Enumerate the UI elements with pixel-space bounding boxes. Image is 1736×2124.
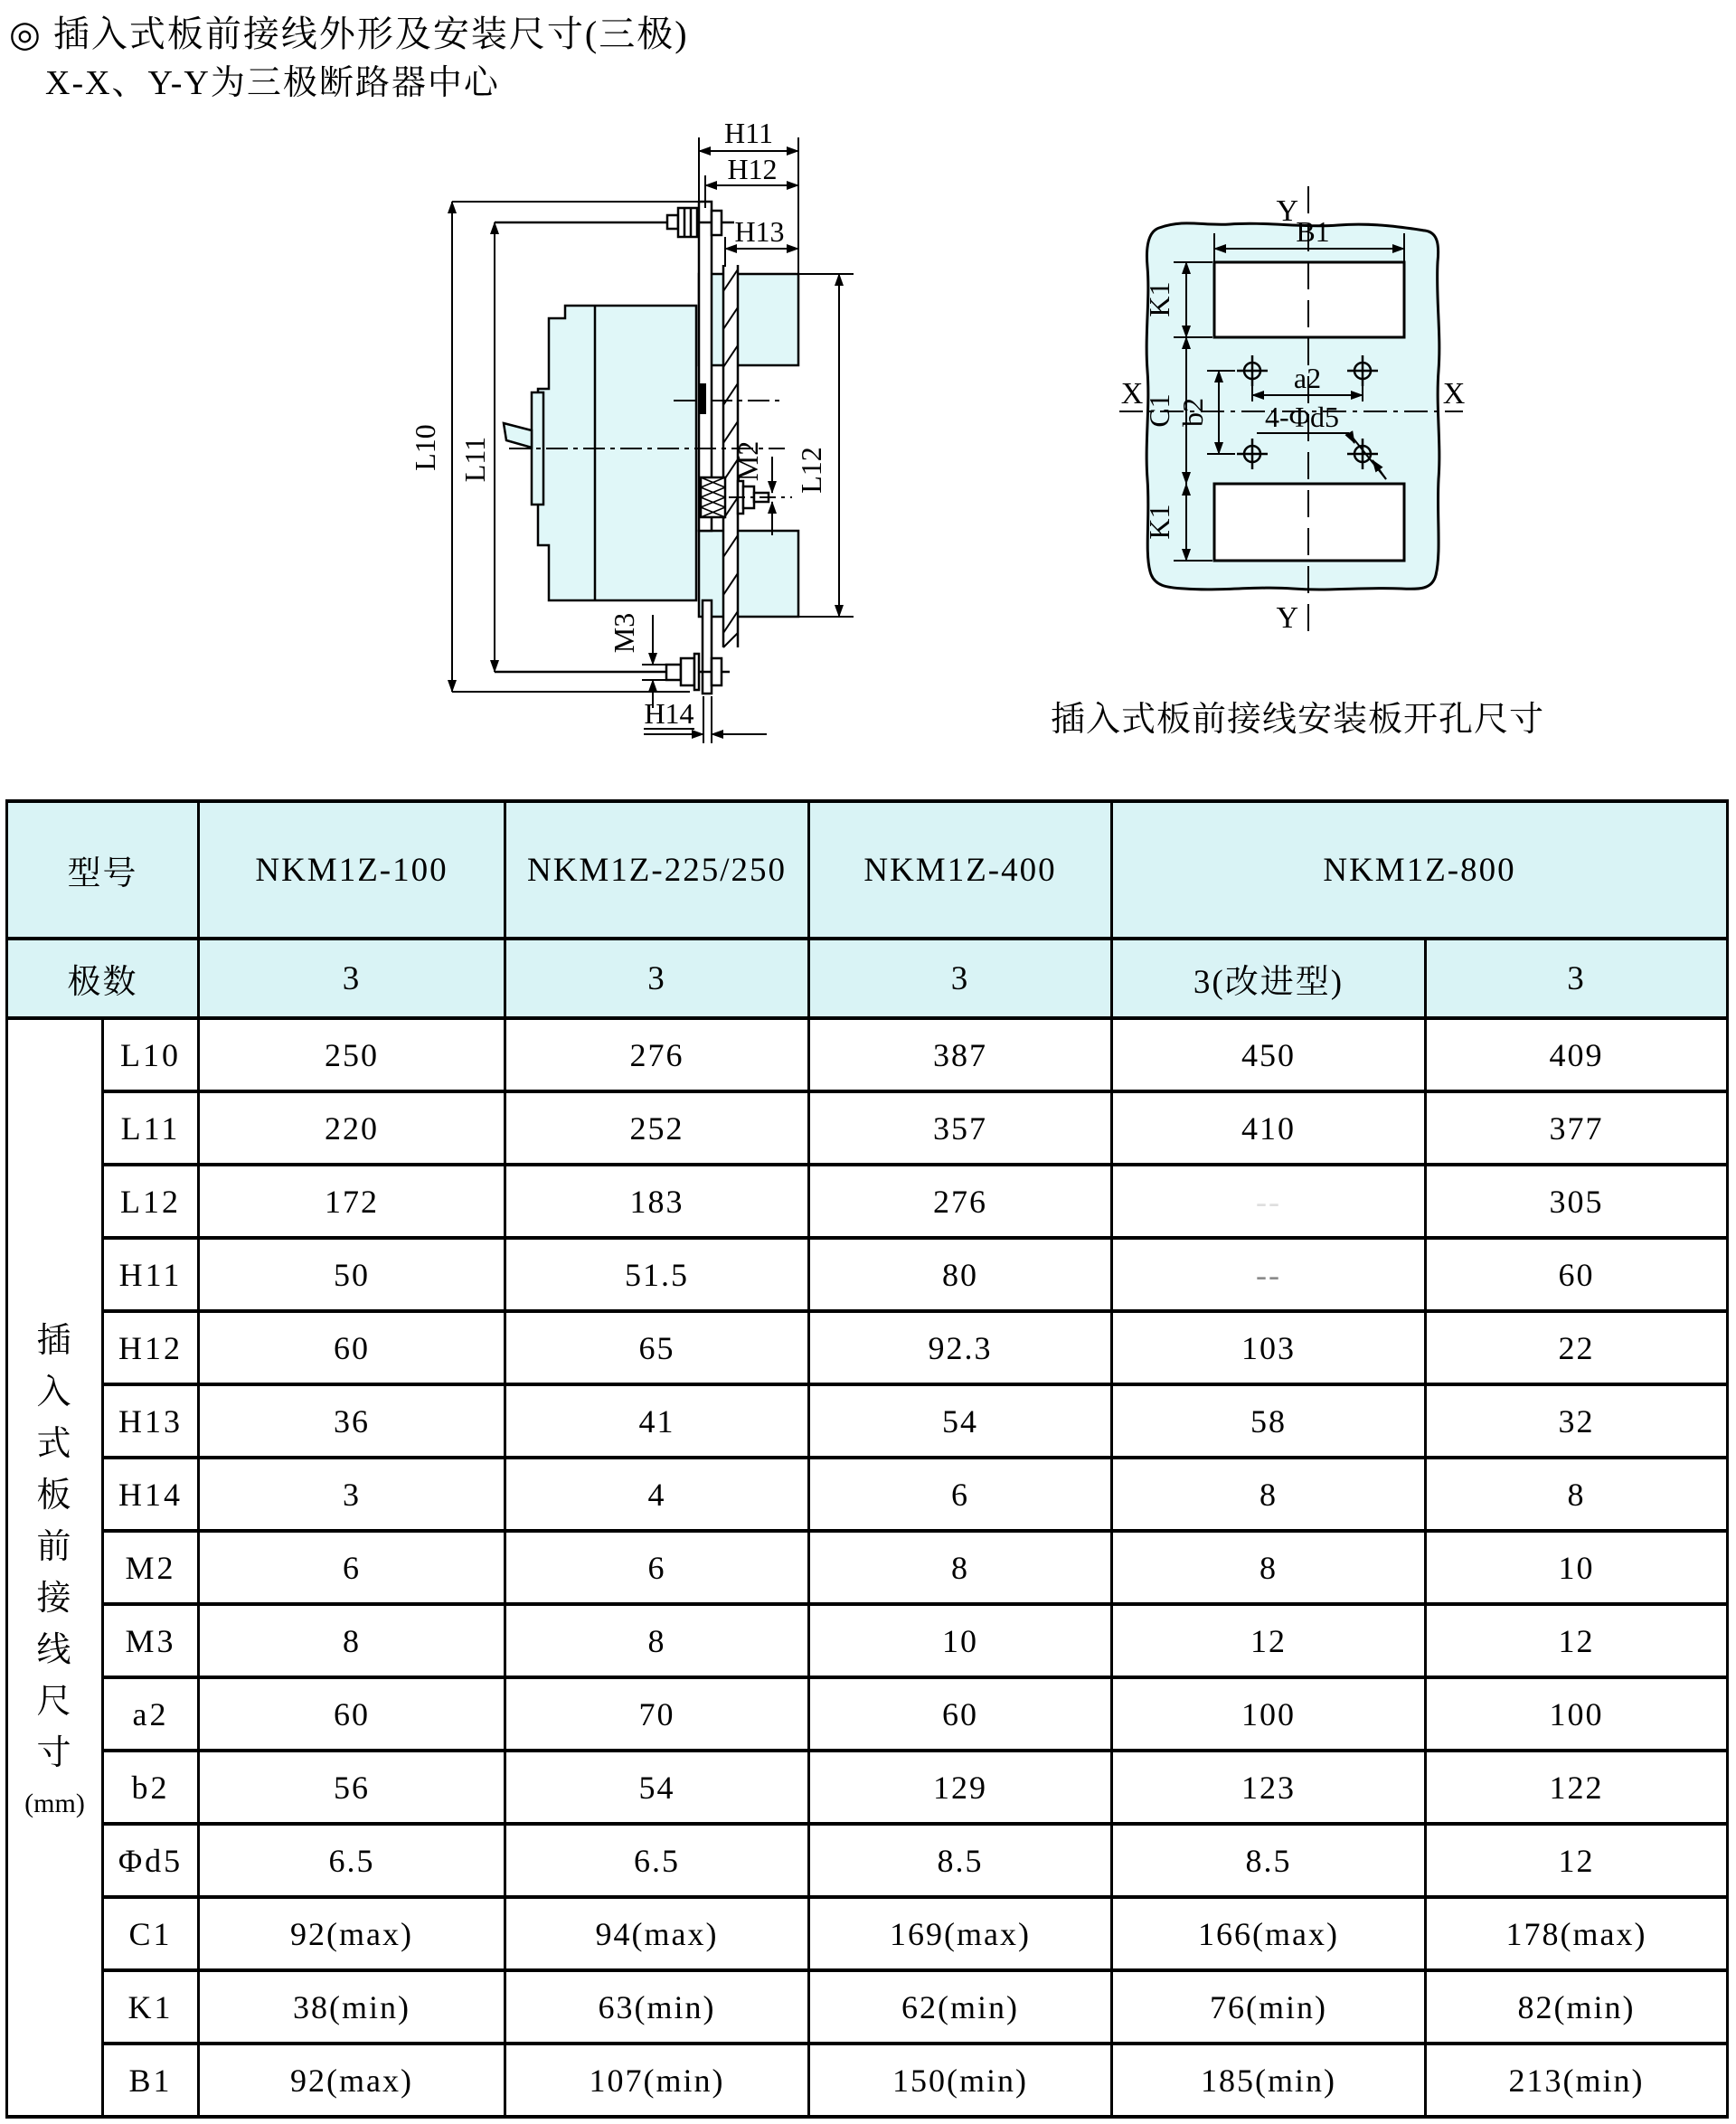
m3-dimension: [642, 615, 669, 708]
row-label: B1: [103, 2044, 199, 2117]
row-label: a2: [103, 1677, 199, 1751]
axis-label-x-right: X: [1442, 377, 1466, 411]
dimension-table: [5, 799, 1729, 2119]
table-cell: 12: [1112, 1604, 1426, 1677]
table-row: [7, 1091, 1728, 1165]
row-label: C1: [103, 1897, 199, 1970]
table-cell: 178(max): [1426, 1897, 1728, 1970]
table-cell: 76(min): [1112, 1970, 1426, 2044]
table-cell: 8: [1112, 1531, 1426, 1604]
table-cell: 213(min): [1426, 2044, 1728, 2117]
table-cell: 54: [505, 1751, 809, 1824]
poles-cell: 3: [1426, 939, 1728, 1018]
row-label: H14: [103, 1458, 199, 1531]
m2-terminal-screw: [729, 481, 792, 514]
table-cell: 166(max): [1112, 1897, 1426, 1970]
table-row: [7, 1384, 1728, 1458]
table-cell: 92(max): [199, 1897, 505, 1970]
table-cell: 50: [199, 1238, 505, 1311]
model-cell: NKM1Z-225/250: [505, 801, 809, 939]
table-cell: 8.5: [809, 1824, 1112, 1897]
table-cell: 36: [199, 1384, 505, 1458]
poles-header-cell: 极数: [7, 939, 199, 1018]
table-cell: 6: [505, 1531, 809, 1604]
dim-label-b2: b2: [1176, 398, 1209, 427]
top-bolt: [495, 208, 734, 237]
table-cell: 38(min): [199, 1970, 505, 2044]
row-label: H13: [103, 1384, 199, 1458]
flange-plate-tab: [703, 600, 712, 694]
table-cell: 276: [809, 1165, 1112, 1238]
table-cell: 51.5: [505, 1238, 809, 1311]
model-cell: NKM1Z-400: [809, 801, 1112, 939]
table-cell: 172: [199, 1165, 505, 1238]
table-cell: 103: [1112, 1311, 1426, 1384]
poles-row: [7, 939, 1728, 1018]
terminal-block-knurled: [701, 477, 725, 517]
table-cell: 62(min): [809, 1970, 1112, 2044]
table-cell: 92.3: [809, 1311, 1112, 1384]
dim-label-k1-top: K1: [1143, 281, 1175, 317]
l12-dimension: [798, 274, 854, 617]
row-label: M2: [103, 1531, 199, 1604]
table-cell: 8: [1112, 1458, 1426, 1531]
table-cell: 387: [809, 1018, 1112, 1091]
row-label: L11: [103, 1091, 199, 1165]
bottom-bolt: [495, 654, 730, 690]
table-cell: 8: [1426, 1458, 1728, 1531]
model-header-cell: 型号: [7, 801, 199, 939]
table-cell: 8: [199, 1604, 505, 1677]
table-cell: 409: [1426, 1018, 1728, 1091]
table-cell: 6: [809, 1458, 1112, 1531]
dim-label-h13: H13: [734, 215, 785, 248]
lower-busbar-block: [699, 531, 798, 617]
table-cell: 3: [199, 1458, 505, 1531]
table-cell: 122: [1426, 1751, 1728, 1824]
table-cell: 60: [1426, 1238, 1728, 1311]
toggle-handle: [504, 423, 532, 448]
table-row: [7, 1238, 1728, 1311]
table-cell: 10: [1426, 1531, 1728, 1604]
table-cell: 410: [1112, 1091, 1426, 1165]
table-row: [7, 1165, 1728, 1238]
table-cell: 185(min): [1112, 2044, 1426, 2117]
table-cell: 129: [809, 1751, 1112, 1824]
table-cell: 377: [1426, 1091, 1728, 1165]
table-cell: 100: [1426, 1677, 1728, 1751]
side-label: 插入式板前接线尺寸: [36, 1322, 73, 1772]
panel-cutout-view: [1119, 186, 1465, 635]
page-subtitle: X-X、Y-Y为三极断路器中心: [45, 64, 500, 102]
table-cell: 220: [199, 1091, 505, 1165]
table-cell: 8: [809, 1531, 1112, 1604]
row-label: H11: [103, 1238, 199, 1311]
table-cell: 8: [505, 1604, 809, 1677]
panel-cutout-caption: 插入式板前接线安装板开孔尺寸: [1050, 701, 1544, 739]
table-row: [7, 1531, 1728, 1604]
table-cell: --: [1112, 1238, 1426, 1311]
table-cell: 6.5: [199, 1824, 505, 1897]
axis-label-y-top: Y: [1276, 194, 1298, 228]
table-cell: 252: [505, 1091, 809, 1165]
dim-label-m2: M2: [731, 440, 764, 482]
table-cell: --: [1112, 1165, 1426, 1238]
table-cell: 450: [1112, 1018, 1426, 1091]
table-cell: 10: [809, 1604, 1112, 1677]
table-cell: 276: [505, 1018, 809, 1091]
poles-cell: 3: [809, 939, 1112, 1018]
row-label: Φd5: [103, 1824, 199, 1897]
table-cell: 183: [505, 1165, 809, 1238]
table-cell: 56: [199, 1751, 505, 1824]
row-label: K1: [103, 1970, 199, 2044]
side-label-cell: [7, 1018, 103, 2117]
table-cell: 6.5: [505, 1824, 809, 1897]
table-cell: 6: [199, 1531, 505, 1604]
table-cell: 60: [809, 1677, 1112, 1751]
axis-label-x-left: X: [1120, 377, 1144, 411]
table-cell: 82(min): [1426, 1970, 1728, 2044]
model-row: [7, 801, 1728, 939]
table-cell: 8.5: [1112, 1824, 1426, 1897]
table-cell: 250: [199, 1018, 505, 1091]
poles-cell: 3: [505, 939, 809, 1018]
table-cell: 41: [505, 1384, 809, 1458]
table-cell: 169(max): [809, 1897, 1112, 1970]
table-row: [7, 2044, 1728, 2117]
poles-cell: 3: [199, 939, 505, 1018]
table-cell: 32: [1426, 1384, 1728, 1458]
dim-label-c1: C1: [1143, 393, 1175, 428]
table-cell: 54: [809, 1384, 1112, 1458]
table-cell: 63(min): [505, 1970, 809, 2044]
terminal-bar: [700, 383, 706, 414]
breaker-side-view: [409, 117, 854, 743]
table-cell: 60: [199, 1677, 505, 1751]
dim-label-h14: H14: [644, 697, 694, 730]
table-row: [7, 1018, 1728, 1091]
dim-label-a2: a2: [1293, 362, 1322, 394]
model-cell: NKM1Z-800: [1112, 801, 1728, 939]
table-cell: 357: [809, 1091, 1112, 1165]
breaker-body: [538, 306, 696, 600]
table-row: [7, 1458, 1728, 1531]
table-cell: 12: [1426, 1604, 1728, 1677]
table-row: [7, 1751, 1728, 1824]
table-cell: 107(min): [505, 2044, 809, 2117]
table-cell: 150(min): [809, 2044, 1112, 2117]
row-label: M3: [103, 1604, 199, 1677]
table-row: [7, 1824, 1728, 1897]
dim-label-l12: L12: [795, 447, 827, 494]
table-cell: 60: [199, 1311, 505, 1384]
table-cell: 92(max): [199, 2044, 505, 2117]
dim-label-m3: M3: [608, 612, 640, 654]
table-cell: 94(max): [505, 1897, 809, 1970]
dim-label-4-d5: 4-Φd5: [1264, 401, 1340, 433]
table-cell: 100: [1112, 1677, 1426, 1751]
table-cell: 58: [1112, 1384, 1426, 1458]
row-label: L10: [103, 1018, 199, 1091]
table-row: [7, 1311, 1728, 1384]
table-row: [7, 1604, 1728, 1677]
page-title: ◎ 插入式板前接线外形及安装尺寸(三极): [9, 14, 689, 54]
model-cell: NKM1Z-100: [199, 801, 505, 939]
dim-label-l10: L10: [409, 424, 441, 471]
table-cell: 123: [1112, 1751, 1426, 1824]
dim-label-k1-bottom: K1: [1143, 504, 1175, 540]
table-cell: 12: [1426, 1824, 1728, 1897]
dim-label-h12: H12: [727, 153, 778, 185]
table-row: [7, 1677, 1728, 1751]
table-cell: 4: [505, 1458, 809, 1531]
table-row: [7, 1970, 1728, 2044]
table-cell: 305: [1426, 1165, 1728, 1238]
table-cell: 65: [505, 1311, 809, 1384]
row-label: H12: [103, 1311, 199, 1384]
poles-cell: 3(改进型): [1112, 939, 1426, 1018]
axis-label-y-bottom: Y: [1276, 601, 1298, 635]
dim-label-h11: H11: [724, 117, 773, 149]
table-cell: 22: [1426, 1311, 1728, 1384]
side-unit: (mm): [24, 1789, 85, 1818]
row-label: L12: [103, 1165, 199, 1238]
dim-label-l11: L11: [458, 436, 491, 483]
table-cell: 70: [505, 1677, 809, 1751]
upper-busbar-block: [699, 274, 798, 365]
table-row: [7, 1897, 1728, 1970]
table-cell: 80: [809, 1238, 1112, 1311]
dim-label-b1: B1: [1296, 215, 1330, 248]
row-label: b2: [103, 1751, 199, 1824]
